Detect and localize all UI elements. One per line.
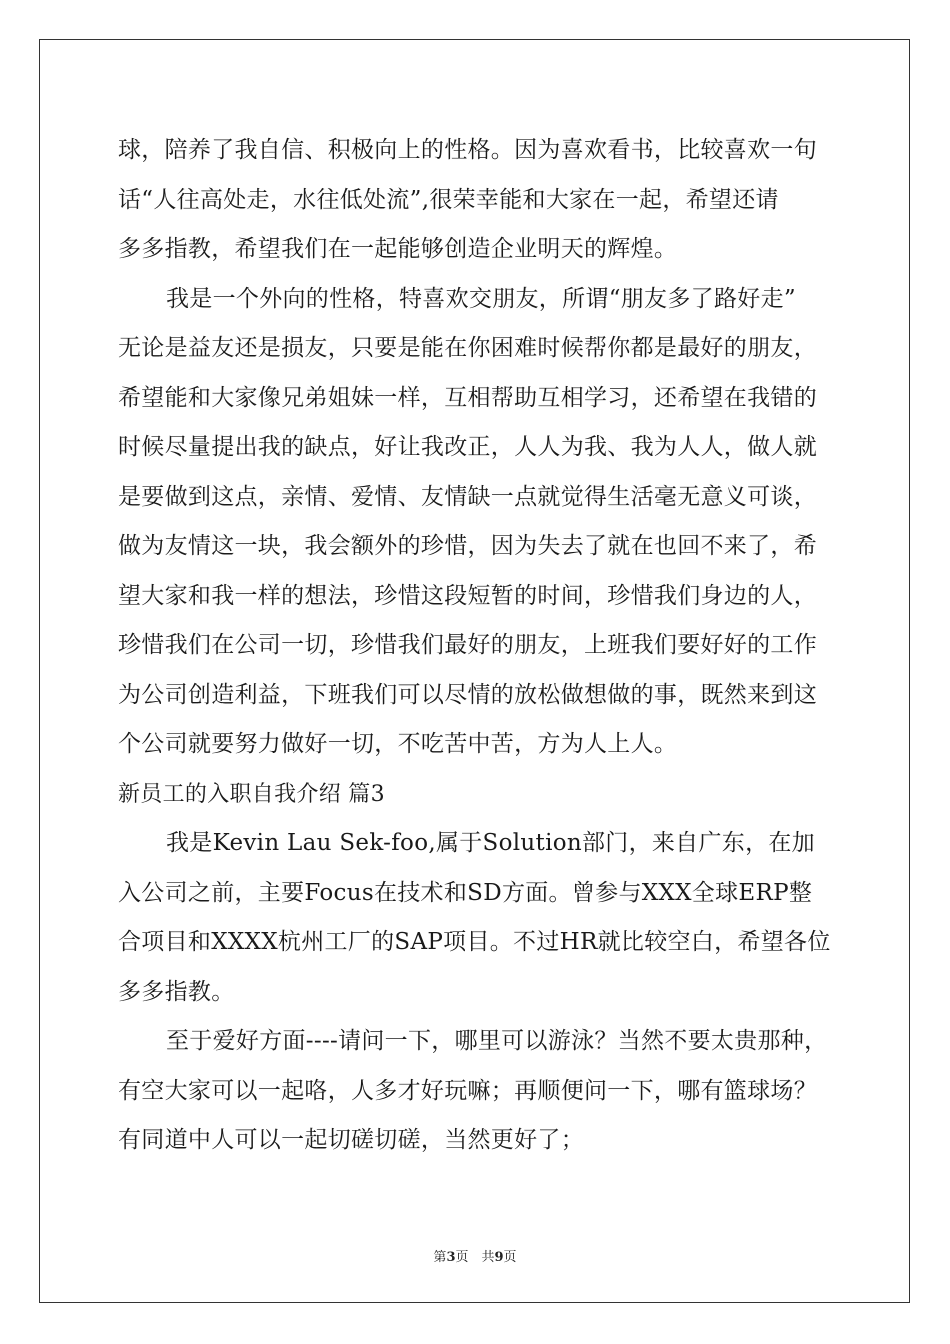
paragraph-2 [118,275,838,770]
footer-suffix: 页 [503,1250,517,1265]
paragraph-4 [118,1017,838,1166]
footer-middle: 页 共 [455,1250,495,1265]
text-line: 有空大家可以一起咯，人多才好玩嘛；再顺便问一下，哪有篮球场？ [118,1077,817,1104]
text-line: 入公司之前，主要Focus在技术和SD方面。曾参与XXX全球ERP整 [118,879,813,906]
text-line: 多多指教。 [118,978,235,1005]
text-line: 时候尽量提出我的缺点，好让我改正，人人为我、我为人人，做人就 [118,434,817,460]
text-line: 合项目和XXXX杭州工厂的SAP项目。不过HR就比较空白，希望各位 [118,929,831,955]
text-line: 球，陪养了我自信、积极向上的性格。因为喜欢看书，比较喜欢一句 [118,137,817,163]
text-line: 希望能和大家像兄弟姐妹一样，互相帮助互相学习，还希望在我错的 [118,384,817,411]
text-line: 做为友情这一块，我会额外的珍惜，因为失去了就在也回不来了，希 [118,533,817,559]
paragraph-1 [118,126,838,275]
text-line: 望大家和我一样的想法，珍惜这段短暂的时间，珍惜我们身边的人， [118,582,817,609]
footer-prefix: 第 [433,1250,447,1265]
document-body [118,126,838,1166]
text-line: 我是Kevin Lau Sek-foo,属于Solution部门，来自广东，在加 [166,830,815,856]
text-line: 至于爱好方面----请问一下，哪里可以游泳？当然不要太贵那种， [166,1028,828,1054]
text-line: 有同道中人可以一起切磋切磋，当然更好了； [118,1127,584,1153]
current-page-number: 3 [446,1250,456,1265]
text-line: 无论是益友还是损友，只要是能在你困难时候帮你都是最好的朋友， [118,335,817,361]
text-line: 多多指教，希望我们在一起能够创造企业明天的辉煌。 [118,236,678,262]
paragraph-3 [118,819,838,1017]
total-pages-number: 9 [494,1250,504,1265]
text-line: 话“人往高处走，水往低处流”,很荣幸能和大家在一起，希望还请 [118,186,779,213]
text-line: 个公司就要努力做好一切，不吃苦中苦，方为人上人。 [118,731,678,757]
page-footer [0,1246,950,1265]
text-line: 是要做到这点，亲情、爱情、友情缺一点就觉得生活毫无意义可谈， [118,483,817,510]
text-line: 为公司创造利益，下班我们可以尽情的放松做想做的事，既然来到这 [118,681,817,708]
section-heading: 新员工的入职自我介绍 篇3 [118,781,385,807]
text-line: 珍惜我们在公司一切，珍惜我们最好的朋友，上班我们要好好的工作 [118,632,817,658]
text-line: 我是一个外向的性格，特喜欢交朋友，所谓“朋友多了路好走” [166,285,796,312]
